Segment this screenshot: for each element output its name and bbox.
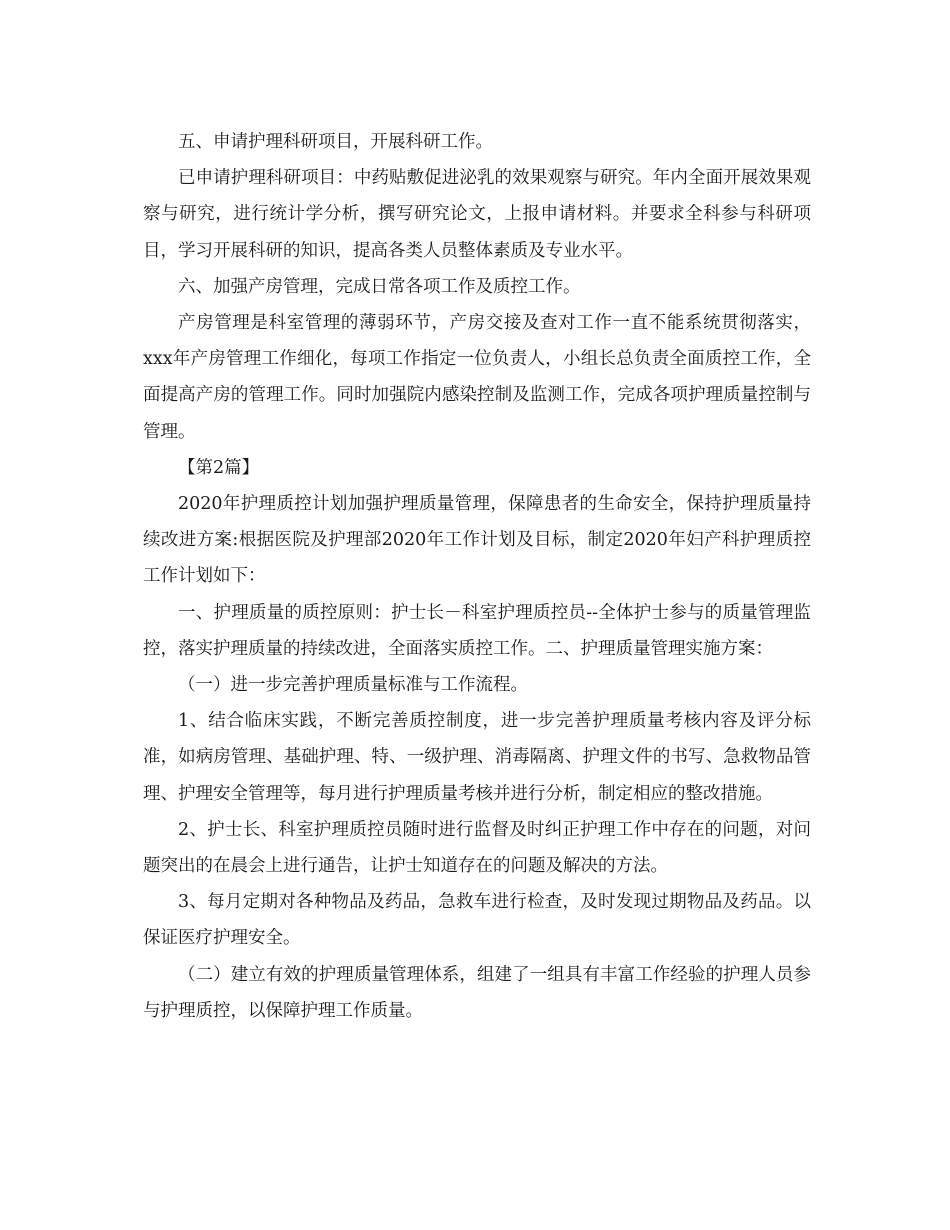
section-heading-5: 五、申请护理科研项目，开展科研工作。: [178, 132, 493, 152]
subsection-heading-1: （一）进一步完善护理质量标准与工作流程。: [178, 675, 528, 696]
paragraph-plan-intro: 2020年护理质控计划加强护理质量管理，保障患者的生命安全，保持护理质量持续改进方案:根据医院及护理部2020年工作计划及目标，制定2020年妇产科护理质控工作计划如下：: [143, 494, 811, 587]
list-item-2: 2、护士长、科室护理质控员随时进行监督及时纠正护理工作中存在的问题，对问题突出的在晨会上进行通告，让护士知道存在的问题及解决的方法。: [143, 819, 811, 877]
document-body: [143, 124, 811, 1029]
list-item-3: 3、每月定期对各种物品及药品，急救车进行检查，及时发现过期物品及药品。以保证医疗护理安全。: [143, 892, 811, 949]
article-marker: 【第2篇】: [178, 457, 260, 478]
paragraph-delivery-room: 产房管理是科室管理的薄弱环节，产房交接及查对工作一直不能系统贯彻落实，xxx年产房管理工作细化，每项工作指定一位负责人，小组长总负责全面质控工作，全面提高产房的管理工作。同时加强院内感染控制及监测工作，完成各项护理质量控制与管理。: [143, 313, 811, 442]
list-item-1: 1、结合临床实践，不断完善质控制度，进一步完善护理质量考核内容及评分标准，如病房管理、基础护理、特、一级护理、消毒隔离、护理文件的书写、急救物品管理、护理安全管理等，每月进行护理质量考核并进行分析，制定相应的整改措施。: [143, 711, 811, 804]
paragraph-research-project: 已申请护理科研项目：中药贴敷促进泌乳的效果观察与研究。年内全面开展效果观察与研究，进行统计学分析，撰写研究论文，上报申请材料。并要求全科参与科研项目，学习开展科研的知识，提高各类人员整体素质及专业水平。: [143, 168, 811, 261]
subsection-heading-2: （二）建立有效的护理质量管理体系，组建了一组具有丰富工作经验的护理人员参与护理质控，以保障护理工作质量。: [143, 964, 811, 1021]
paragraph-principles: 一、护理质量的质控原则：护士长－科室护理质控员--全体护士参与的质量管理监控，落实护理质量的持续改进，全面落实质控工作。二、护理质量管理实施方案：: [143, 602, 811, 659]
section-heading-6: 六、加强产房管理，完成日常各项工作及质控工作。: [178, 276, 581, 297]
